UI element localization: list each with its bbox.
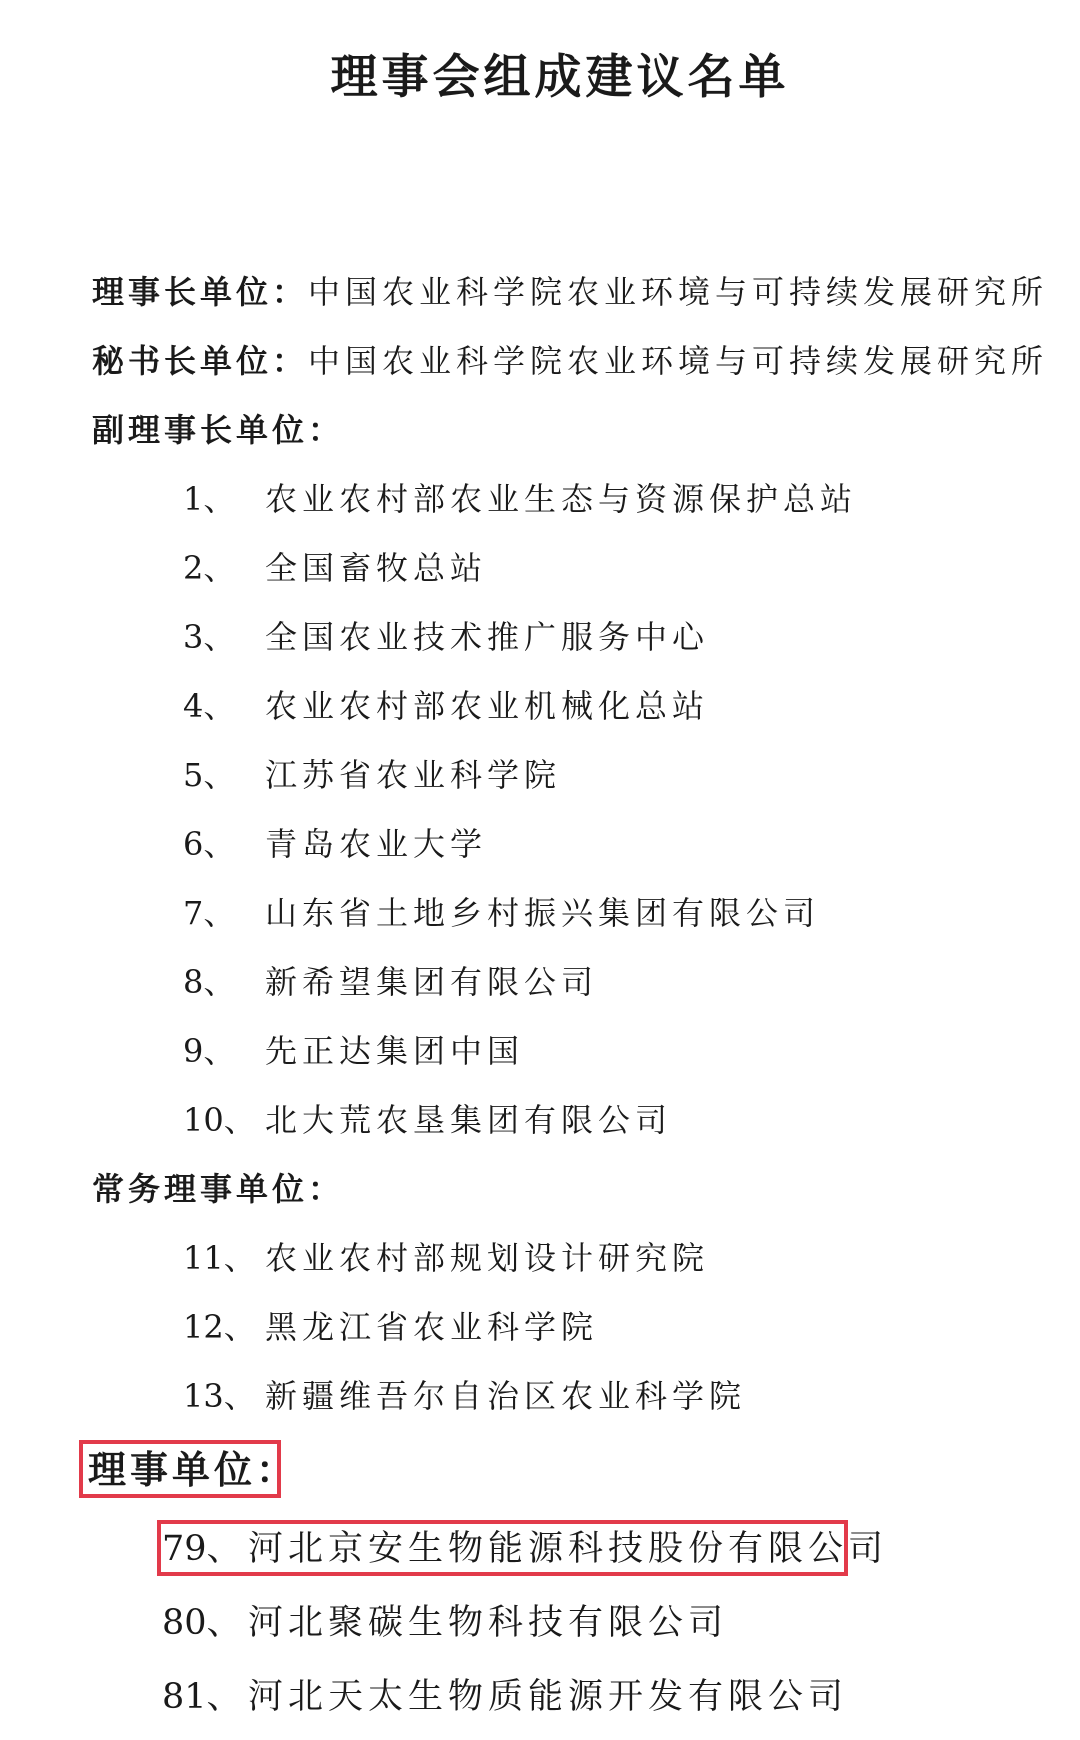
item-number: 79、 <box>162 1529 242 1569</box>
item-number: 2、 <box>183 549 236 587</box>
list-item <box>183 1376 746 1416</box>
item-name: 全国农业技术推广服务中心 <box>265 618 710 656</box>
item-number: 10、 <box>183 1101 256 1139</box>
item-name: 黑龙江省农业科学院 <box>265 1308 599 1346</box>
vice-chairman-label: 副理事长单位： <box>92 411 345 449</box>
item-name: 农业农村部规划设计研究院 <box>265 1239 710 1277</box>
list-item <box>183 893 820 933</box>
item-name: 青岛农业大学 <box>265 825 488 863</box>
list-item <box>162 1675 848 1719</box>
document-title: 理事会组成建议名单 <box>330 50 790 105</box>
item-number: 3、 <box>183 618 236 656</box>
item-name: 全国畜牧总站 <box>265 549 488 587</box>
chairman-name: 中国农业科学院农业环境与可持续发展研究所 <box>308 273 1049 311</box>
item-name: 山东省土地乡村振兴集团有限公司 <box>265 894 821 932</box>
item-number: 6、 <box>183 825 236 863</box>
item-number: 8、 <box>183 963 236 1001</box>
list-item <box>183 962 598 1002</box>
list-item <box>183 1031 524 1071</box>
item-number: 11、 <box>183 1239 256 1277</box>
item-number: 1、 <box>183 480 236 518</box>
item-name: 河北聚碳生物科技有限公司 <box>248 1603 729 1643</box>
vice-chairman-heading <box>92 410 344 450</box>
item-name: 新疆维吾尔自治区农业科学院 <box>265 1377 747 1415</box>
list-item <box>183 1238 709 1278</box>
list-item <box>183 686 709 726</box>
list-item <box>183 1307 598 1347</box>
item-number: 13、 <box>183 1377 256 1415</box>
item-number: 4、 <box>183 687 236 725</box>
item-number: 9、 <box>183 1032 236 1070</box>
item-name: 江苏省农业科学院 <box>265 756 562 794</box>
director-label-highlight-box <box>79 1440 281 1498</box>
item-name: 先正达集团中国 <box>265 1032 525 1070</box>
item-number: 81、 <box>162 1677 242 1717</box>
list-item <box>183 755 561 795</box>
item-number: 12、 <box>183 1308 256 1346</box>
standing-director-heading <box>92 1169 344 1209</box>
item-name: 河北京安生物能源科技股份有限公司 <box>248 1529 889 1569</box>
item-number: 7、 <box>183 894 236 932</box>
secretary-general-label: 秘书长单位： <box>92 342 309 380</box>
chairman-row <box>92 272 1048 312</box>
chairman-label: 理事长单位： <box>92 273 309 311</box>
director-label: 理事单位： <box>88 1448 299 1492</box>
item-name: 新希望集团有限公司 <box>265 963 599 1001</box>
list-item <box>183 548 487 588</box>
list-item <box>183 617 709 657</box>
secretary-general-row <box>92 341 1048 381</box>
standing-director-label: 常务理事单位： <box>92 1170 345 1208</box>
secretary-general-name: 中国农业科学院农业环境与可持续发展研究所 <box>308 342 1049 380</box>
item-name: 农业农村部农业生态与资源保护总站 <box>265 480 858 518</box>
highlighted-item-box <box>157 1520 848 1576</box>
list-item <box>183 1100 672 1140</box>
item-number: 5、 <box>183 756 236 794</box>
list-item <box>162 1601 728 1645</box>
list-item <box>183 479 857 519</box>
item-number: 80、 <box>162 1603 242 1643</box>
item-name: 农业农村部农业机械化总站 <box>265 687 710 725</box>
item-name: 北大荒农垦集团有限公司 <box>265 1101 673 1139</box>
item-name: 河北天太生物质能源开发有限公司 <box>248 1677 849 1717</box>
list-item <box>183 824 487 864</box>
